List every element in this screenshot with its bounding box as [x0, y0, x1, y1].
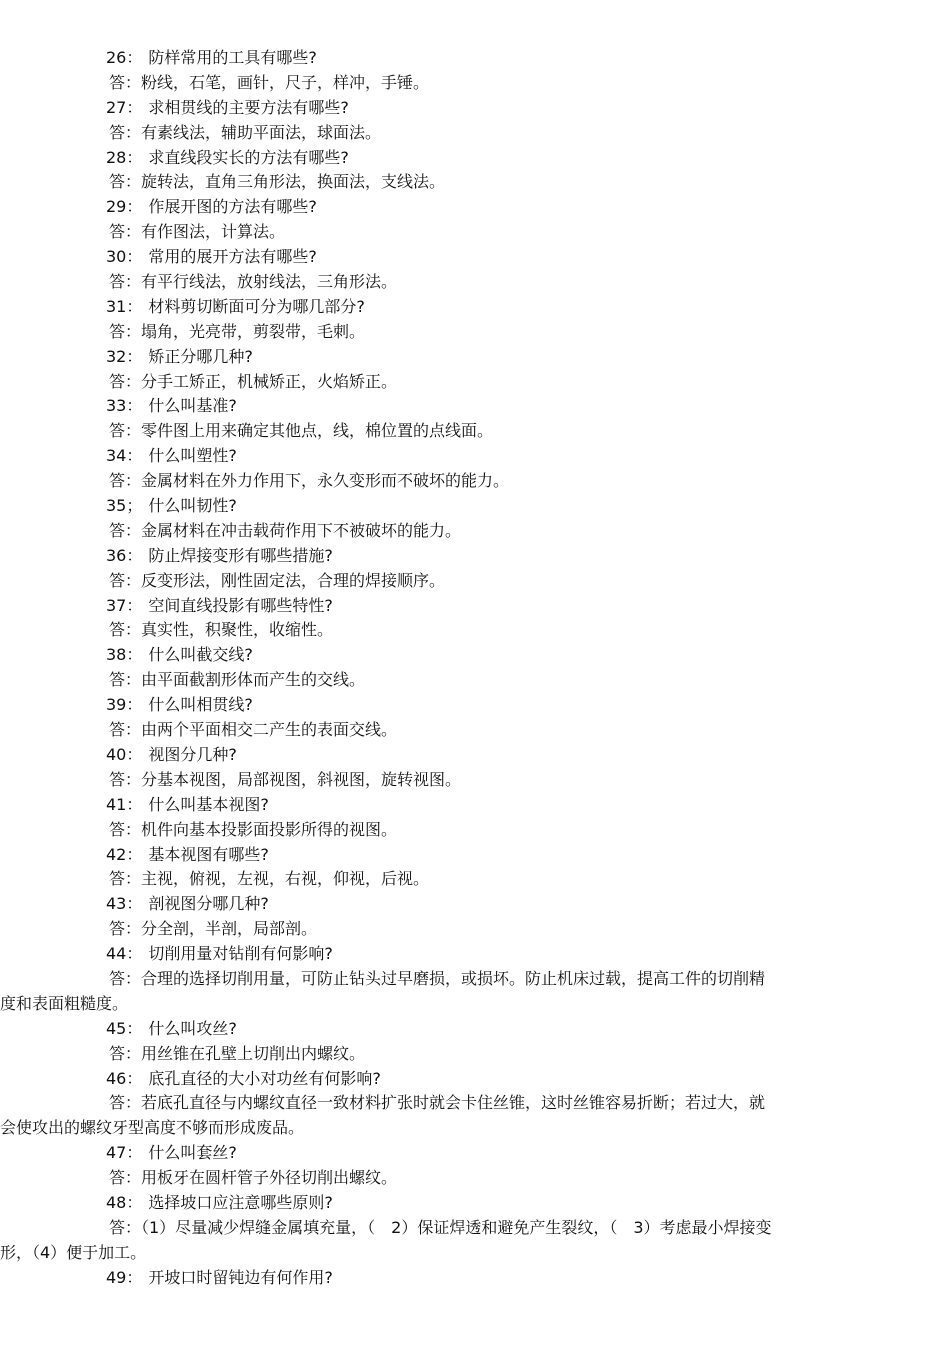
question-number: 45：: [106, 1018, 143, 1038]
question-number: 31：: [106, 296, 143, 316]
answer-line: 答：零件图上用来确定其他点，线，棉位置的点线面。: [109, 421, 494, 441]
question-text: 防样常用的工具有哪些?: [148, 48, 317, 67]
question-line: [0, 444, 950, 469]
question-line: [0, 345, 950, 370]
question-line: [0, 146, 950, 171]
answer-line: 答：塌角，光亮带，剪裂带，毛刺。: [109, 321, 366, 341]
answer-line: 答：合理的选择切削用量，可防止钻头过早磨损，或损坏。防止机床过载，提高工件的切削精: [109, 968, 766, 988]
question-text: 防止焊接变形有哪些措施?: [148, 545, 333, 565]
question-number: 28：: [106, 147, 143, 167]
answer-line: 答：旋转法，直角三角形法，换面法，支线法。: [109, 172, 446, 192]
question-line: [0, 46, 950, 71]
question-number: 32：: [106, 346, 143, 366]
answer-line: 答：分手工矫正，机械矫正，火焰矫正。: [109, 371, 398, 391]
question-text: 空间直线投影有哪些特性?: [148, 595, 333, 615]
question-number: 41：: [106, 794, 143, 814]
question-line: [0, 793, 950, 818]
question-line: [0, 693, 950, 718]
question-text: 常用的展开方法有哪些?: [148, 247, 317, 267]
question-text: 什么叫相贯线?: [148, 695, 253, 715]
answer-line: 答：机件向基本投影面投影所得的视图。: [109, 819, 398, 839]
answer-line: 答：反变形法，刚性固定法，合理的焊接顺序。: [109, 570, 446, 590]
question-line: [0, 1067, 950, 1092]
answer-line: 答：真实性，积聚性，收缩性。: [109, 620, 334, 640]
question-text: 什么叫韧性?: [148, 496, 237, 516]
question-line: [0, 892, 950, 917]
answer-line: 答：有作图法，计算法。: [109, 222, 286, 242]
answer-line: 答：由平面截割形体而产生的交线。: [109, 670, 366, 690]
question-number: 44：: [106, 944, 143, 964]
document-body: [0, 46, 950, 1291]
question-text: 材料剪切断面可分为哪几部分?: [148, 296, 365, 316]
question-text: 什么叫基准?: [148, 396, 237, 416]
question-number: 26：: [106, 48, 143, 67]
answer-line: 答：有平行线法，放射线法，三角形法。: [109, 272, 398, 292]
question-line: [0, 96, 950, 121]
question-line: [0, 1266, 950, 1291]
question-text: 切削用量对钻削有何影响?: [148, 944, 333, 964]
answer-line: 答：分全剖，半剖，局部剖。: [109, 919, 318, 939]
question-number: 35；: [106, 496, 143, 516]
question-number: 48：: [106, 1192, 143, 1212]
answer-line: 答：主视，俯视，左视，右视，仰视，后视。: [109, 869, 430, 889]
question-line: [0, 544, 950, 569]
question-text: 基本视图有哪些?: [148, 844, 269, 864]
question-number: 40：: [106, 744, 143, 764]
question-text: 求相贯线的主要方法有哪些?: [148, 97, 349, 117]
question-text: 选择坡口应注意哪些原则?: [148, 1192, 333, 1212]
question-number: 30：: [106, 247, 143, 267]
answer-line: 答：粉线，石笔，画针，尺子，样冲，手锤。: [109, 72, 430, 92]
answer-line: 答：由两个平面相交二产生的表面交线。: [109, 720, 398, 740]
question-line: [0, 494, 950, 519]
question-text: 开坡口时留钝边有何作用?: [148, 1267, 333, 1287]
question-number: 37：: [106, 595, 143, 615]
answer-continuation-line: 形，（4）便于加工。: [0, 1242, 147, 1262]
question-text: 矫正分哪几种?: [148, 346, 253, 366]
answer-continuation-line: 度和表面粗糙度。: [0, 993, 129, 1013]
question-line: [0, 295, 950, 320]
question-number: 34：: [106, 446, 143, 466]
question-number: 46：: [106, 1068, 143, 1088]
question-text: 什么叫塑性?: [148, 446, 237, 466]
question-number: 29：: [106, 197, 143, 217]
answer-line: 答：分基本视图，局部视图，斜视图，旋转视图。: [109, 769, 462, 789]
answer-line: 答：金属材料在冲击载荷作用下不被破坏的能力。: [109, 520, 462, 540]
question-text: 求直线段实长的方法有哪些?: [148, 147, 349, 167]
question-line: [0, 394, 950, 419]
question-number: 43：: [106, 894, 143, 914]
answer-line: 答：（1）尽量减少焊缝金属填充量，（ 2）保证焊透和避免产生裂纹，（ 3）考虑最小焊接变: [109, 1217, 772, 1237]
question-line: [0, 245, 950, 270]
answer-line: 答：金属材料在外力作用下，永久变形而不破坏的能力。: [109, 471, 510, 491]
question-line: [0, 1017, 950, 1042]
question-text: 什么叫攻丝?: [148, 1018, 237, 1038]
question-text: 什么叫基本视图?: [148, 794, 269, 814]
question-line: [0, 643, 950, 668]
question-number: 33：: [106, 396, 143, 416]
question-line: [0, 743, 950, 768]
question-text: 什么叫套丝?: [148, 1143, 237, 1163]
question-line: [0, 195, 950, 220]
question-number: 47：: [106, 1143, 143, 1163]
answer-continuation-line: 会使攻出的螺纹牙型高度不够而形成废品。: [0, 1118, 305, 1138]
answer-line: 答：有素线法，辅助平面法，球面法。: [109, 122, 382, 142]
question-text: 作展开图的方法有哪些?: [148, 197, 317, 217]
answer-line: 答：用板牙在圆杆管子外径切削出螺纹。: [109, 1168, 398, 1188]
question-line: [0, 1141, 950, 1166]
answer-line: 答：用丝锥在孔壁上切削出内螺纹。: [109, 1043, 366, 1063]
question-line: [0, 843, 950, 868]
question-number: 49：: [106, 1267, 143, 1287]
question-number: 27：: [106, 97, 143, 117]
question-line: [0, 942, 950, 967]
question-number: 38：: [106, 645, 143, 665]
question-text: 什么叫截交线?: [148, 645, 253, 665]
question-number: 36：: [106, 545, 143, 565]
answer-line: 答：若底孔直径与内螺纹直径一致材料扩张时就会卡住丝锥，这时丝锥容易折断；若过大，就: [109, 1093, 766, 1113]
question-line: [0, 1191, 950, 1216]
question-text: 底孔直径的大小对功丝有何影响?: [148, 1068, 381, 1088]
question-line: [0, 594, 950, 619]
question-text: 视图分几种?: [148, 744, 237, 764]
question-text: 剖视图分哪几种?: [148, 894, 269, 914]
question-number: 42：: [106, 844, 143, 864]
question-number: 39：: [106, 695, 143, 715]
